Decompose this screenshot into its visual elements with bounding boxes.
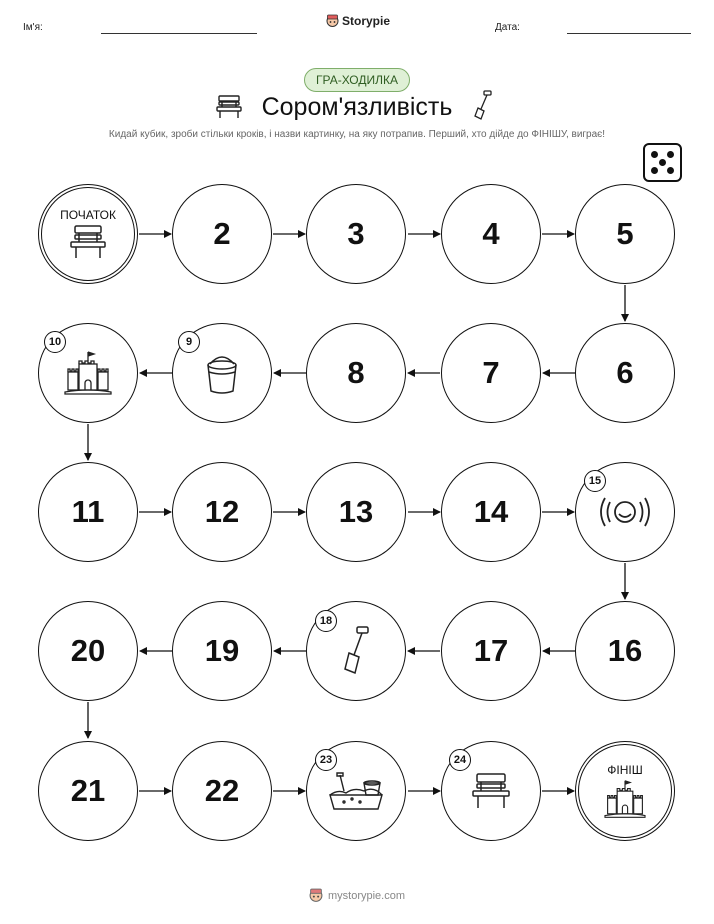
cell-number: 14 <box>473 494 509 529</box>
cell-number: 5 <box>616 216 634 251</box>
cell-number: 20 <box>70 633 106 668</box>
cell-number: 21 <box>70 773 106 808</box>
footer-url[interactable]: mystorypie.com <box>327 889 406 902</box>
board-cell-19 <box>172 601 272 701</box>
cell-number: 12 <box>204 494 240 529</box>
cell-number: 19 <box>204 633 240 668</box>
cell-number: 7 <box>482 355 500 390</box>
board-cell-3 <box>306 184 406 284</box>
bench-icon <box>68 224 108 260</box>
cell-number-badge: 15 <box>584 470 606 492</box>
board-cell-2 <box>172 184 272 284</box>
cell-number: 6 <box>616 355 634 390</box>
board-cell-8 <box>306 323 406 423</box>
start-cell <box>38 184 138 284</box>
board-cell-13 <box>306 462 406 562</box>
cell-number-badge: 9 <box>178 331 200 353</box>
cell-number: 4 <box>482 216 500 251</box>
name-label: Ім'я: <box>23 22 43 33</box>
cell-number-badge: 18 <box>315 610 337 632</box>
cell-number: 16 <box>607 633 643 668</box>
cell-number: 11 <box>71 494 105 529</box>
bucket-icon <box>202 350 242 396</box>
cell-number: 22 <box>204 773 240 808</box>
brand-name: Storypie <box>342 14 391 28</box>
shy-face-icon <box>598 492 652 532</box>
board-cell-4 <box>441 184 541 284</box>
board-cell-6 <box>575 323 675 423</box>
cell-number-badge: 24 <box>449 749 471 771</box>
cell-number: 13 <box>338 494 374 529</box>
instructions: Кидай кубик, зроби стільки кроків, і назви картинку, на яку потрапив. Перший, хто дійде до ФІНІШУ, виграє! <box>108 129 606 140</box>
finish-label: ФІНІШ <box>607 763 643 777</box>
sandcastle-icon <box>603 779 647 819</box>
cell-number: 8 <box>347 355 365 390</box>
board-cell-14 <box>441 462 541 562</box>
cell-number: 2 <box>213 216 231 251</box>
board-cell-21 <box>38 741 138 841</box>
sandbox-icon <box>326 769 386 813</box>
cell-number: 17 <box>473 633 509 668</box>
cell-number: 3 <box>347 216 365 251</box>
board-cell-11 <box>38 462 138 562</box>
board-cell-20 <box>38 601 138 701</box>
cell-number-badge: 23 <box>315 749 337 771</box>
board-cell-5 <box>575 184 675 284</box>
board-cell-17 <box>441 601 541 701</box>
board-cell-12 <box>172 462 272 562</box>
finish-cell <box>575 741 675 841</box>
storypie-mascot-icon <box>309 888 323 903</box>
shovel-icon <box>339 625 373 677</box>
footer <box>0 888 714 903</box>
board-cell-7 <box>441 323 541 423</box>
cell-number-badge: 10 <box>44 331 66 353</box>
game-type-badge: ГРА-ХОДИЛКА <box>304 68 410 92</box>
page-title: Сором'язливість <box>261 93 453 121</box>
bench-icon <box>469 771 513 811</box>
date-label: Дата: <box>495 22 520 33</box>
board-cell-16 <box>575 601 675 701</box>
start-label: ПОЧАТОК <box>60 208 116 222</box>
board-cell-22 <box>172 741 272 841</box>
sandcastle-icon <box>63 350 113 396</box>
